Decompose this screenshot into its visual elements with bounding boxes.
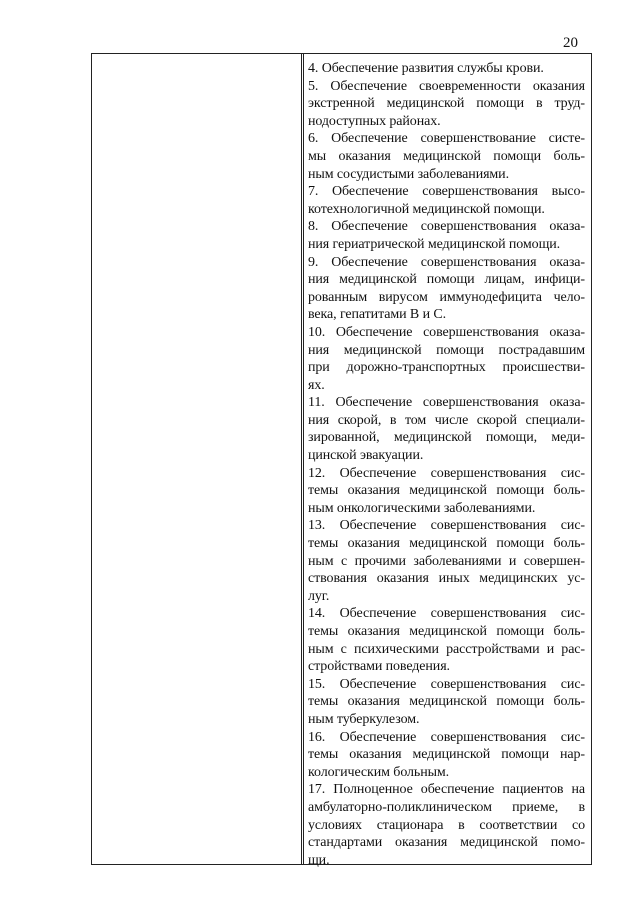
column-divider	[301, 54, 304, 864]
list-item	[308, 183, 585, 218]
list-item-line: 12. Обеспечение совершенствования сис-	[308, 465, 585, 481]
list-item-line: 13. Обеспечение совершенствования сис-	[308, 518, 585, 534]
list-item-line: котехнологичной медицинской помощи.	[308, 201, 545, 217]
list-item-line: 6. Обеспечение совершенствование систе-	[308, 131, 585, 147]
list-item	[308, 78, 585, 131]
list-item-line: ния медицинской помощи пострадавшим	[308, 342, 585, 358]
list-item-line: щи.	[308, 852, 330, 868]
list-item-line: мы оказания медицинской помощи боль-	[308, 148, 585, 164]
list-item	[308, 60, 585, 78]
list-item-line: ным с прочими заболеваниями и совершен-	[308, 553, 585, 569]
list-item-line: ствования оказания иных медицинских ус-	[308, 571, 585, 587]
list-item-line: века, гепатитами В и С.	[308, 307, 446, 323]
list-item-line: ния скорой, в том числе скорой специали-	[308, 412, 585, 428]
table-right-cell	[308, 60, 585, 869]
list-item	[308, 729, 585, 782]
list-item-line: луг.	[308, 588, 330, 604]
list-item-line: условиях стационара в соответствии со	[308, 817, 585, 833]
list-item-line: 14. Обеспечение совершенствования сис-	[308, 606, 585, 622]
list-item-line: нодоступных районах.	[308, 113, 441, 129]
list-item	[308, 130, 585, 183]
list-item-line: ния гериатрической медицинской помощи.	[308, 236, 561, 252]
list-item-line: 5. Обеспечение своевременности оказания	[308, 78, 585, 94]
list-item	[308, 394, 585, 464]
list-item-line: 10. Обеспечение совершенствования оказа-	[308, 324, 585, 340]
list-item-line: темы оказания медицинской помощи боль-	[308, 694, 585, 710]
list-item-line: зированной, медицинской помощи, меди-	[308, 430, 585, 446]
list-item-line: рованным вирусом иммунодефицита чело-	[308, 289, 585, 305]
list-item-line: 15. Обеспечение совершенствования сис-	[308, 676, 585, 692]
list-item-line: темы оказания медицинской помощи боль-	[308, 624, 585, 639]
list-item-line: ях.	[308, 377, 325, 393]
list-item-line: 8. Обеспечение совершенствования оказа-	[308, 219, 585, 235]
list-item	[308, 324, 585, 394]
list-item-line: стандартами оказания медицинской помо-	[308, 835, 585, 851]
list-item	[308, 517, 585, 605]
list-item-line: ным с психическими расстройствами и рас-	[308, 641, 585, 657]
list-item	[308, 676, 585, 729]
list-item	[308, 781, 585, 869]
list-item-line: при дорожно-транспортных происшестви-	[308, 360, 585, 376]
list-item	[308, 218, 585, 253]
list-item-line: 7. Обеспечение совершенствования высо-	[308, 184, 585, 200]
table-left-cell	[92, 54, 301, 864]
list-item-line: ния медицинской помощи лицам, инфици-	[308, 272, 585, 288]
list-item-line: 4. Обеспечение развития службы крови.	[308, 61, 544, 76]
list-item-line: экстренной медицинской помощи в труд-	[308, 96, 585, 112]
list-item-line: кологическим больным.	[308, 764, 450, 780]
list-item-line: темы оказания медицинской помощи боль-	[308, 483, 585, 499]
list-item-line: 16. Обеспечение совершенствования сис-	[308, 729, 585, 745]
list-item-line: темы оказания медицинской помощи боль-	[308, 536, 585, 552]
document-table	[91, 53, 592, 868]
list-item-line: цинской эвакуации.	[308, 448, 424, 464]
list-item	[308, 254, 585, 324]
list-item	[308, 605, 585, 675]
list-item-line: стройствами поведения.	[308, 659, 450, 675]
list-item-line: ным сосудистыми заболеваниями.	[308, 166, 509, 182]
list-item	[308, 465, 585, 518]
list-item-line: 9. Обеспечение совершенствования оказа-	[308, 254, 585, 270]
list-item-line: 17. Полноценное обеспечение пациентов на	[308, 782, 585, 798]
list-item-line: 11. Обеспечение совершенствования оказа-	[308, 395, 585, 411]
list-item-line: амбулаторно-поликлиническом приеме, в	[308, 799, 585, 815]
list-item-line: ным туберкулезом.	[308, 711, 420, 727]
page-number: 20	[563, 35, 578, 51]
list-item-line: темы оказания медицинской помощи нар-	[308, 747, 585, 763]
list-item-line: ным онкологическими заболеваниями.	[308, 500, 536, 516]
